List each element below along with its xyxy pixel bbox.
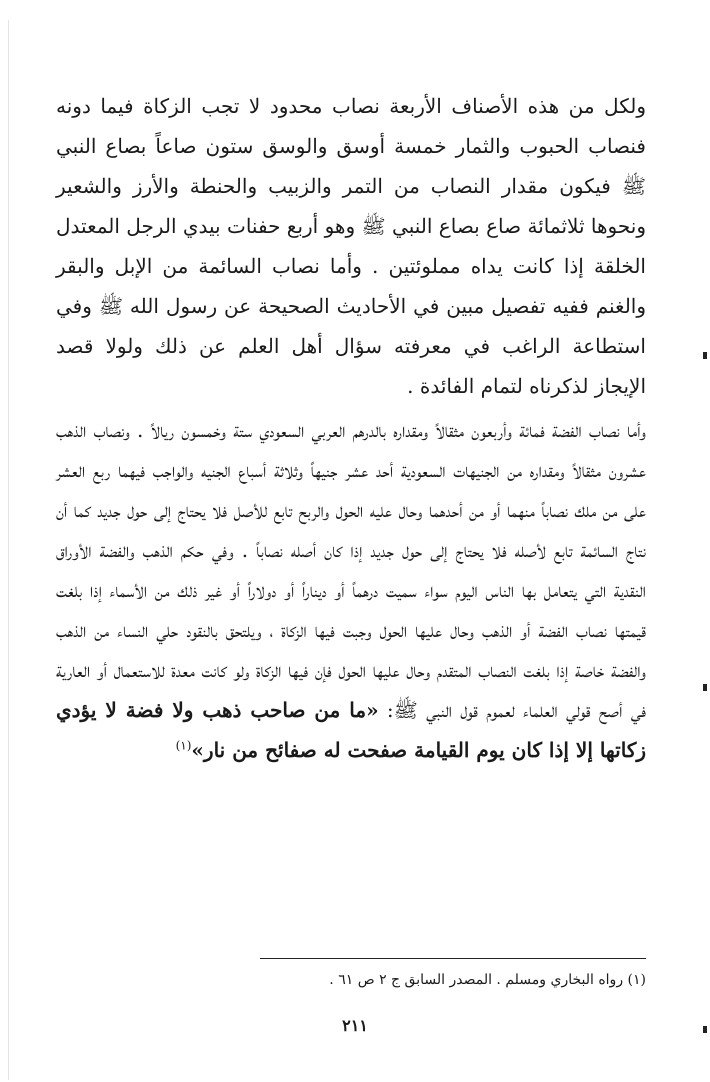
paragraph-nisab-gold-silver: [56, 410, 646, 770]
margin-mark: [703, 1026, 707, 1033]
paragraph-nisab-crops-livestock: [56, 86, 646, 406]
margin-mark: [703, 684, 707, 691]
paragraph-text: ولكل من هذه الأصناف الأربعة نصاب محدود لا تجب الزكاة فيما دونه فنصاب الحبوب والثمار خمسة أوسق والوسق ستون صاعاً بصاع النبي ﷺ فيكون مقدار النصاب من التمر والزبيب والحنطة والأرز والشعير ونحوها ثلاثمائة صاع بصاع النبي ﷺ وهو أربع حفنات بيدي الرجل المعتدل الخلقة إذا كانت يداه مملوئتين . وأما نصاب السائمة من الإبل والبقر والغنم ففيه تفصيل مبين في الأحاديث الصحيحة عن رسول الله ﷺ وفي استطاعة الراغب في معرفته سؤال أهل العلم عن ذلك ولولا قصد الإيجاز لذكرناه لتمام الفائدة .: [56, 94, 646, 398]
hadith-quote: «ما من صاحب ذهب ولا فضة لا يؤدي زكاتها إلا إذا كان يوم القيامة صفحت له صفائح من نار»: [56, 698, 646, 762]
page-edge-line: [8, 20, 9, 1080]
margin-mark: [703, 352, 707, 359]
main-text: [56, 86, 646, 770]
footnote-marker: (١): [175, 738, 192, 753]
paragraph-text: وأما نصاب الفضة فمائة وأربعون مثقالاً ومقداره بالدرهم العربي السعودي ستة وخمسون ريالاً . ونصاب الذهب عشرون مثقالاً ومقداره من الجنيهات السعودية أحد عشر جنيهاً وثلاثة أسباع الجنيه والواجب فيهما ربع العشر على من ملك نصاباً منهما أو من أحدهما وحال عليه الحول والربح تابع للأصل فلا يحتاج إلى حول جديد كما أن نتاج السائمة تابع لأصله فلا يحتاج إلى حول جديد إذا كان أصله نصاباً . وفي حكم الذهب والفضة الأوراق النقدية التي يتعامل بها الناس اليوم سواء سميت درهماً أو ديناراً أو دولاراً أو غير ذلك من الأسماء إذا بلغت قيمتها نصاب الفضة أو الذهب وحال عليها الحول وجبت فيها الزكاة ، ويلتحق بالنقود حلي النساء من الذهب والفضة خاصة إذا بلغت النصاب المتقدم وحال عليها الحول فإن فيها الزكاة ولو كانت معدة للاستعمال أو العارية في أصح قولي العلماء لعموم قول النبي ﷺ:: [56, 418, 646, 722]
page-number: ٢١١: [342, 1016, 368, 1035]
footnote-text: (١) رواه البخاري ومسلم . المصدر السابق ج ٢ ص ٦١ .: [329, 972, 646, 988]
footnote-separator: [260, 958, 646, 959]
footnote: [56, 968, 646, 992]
